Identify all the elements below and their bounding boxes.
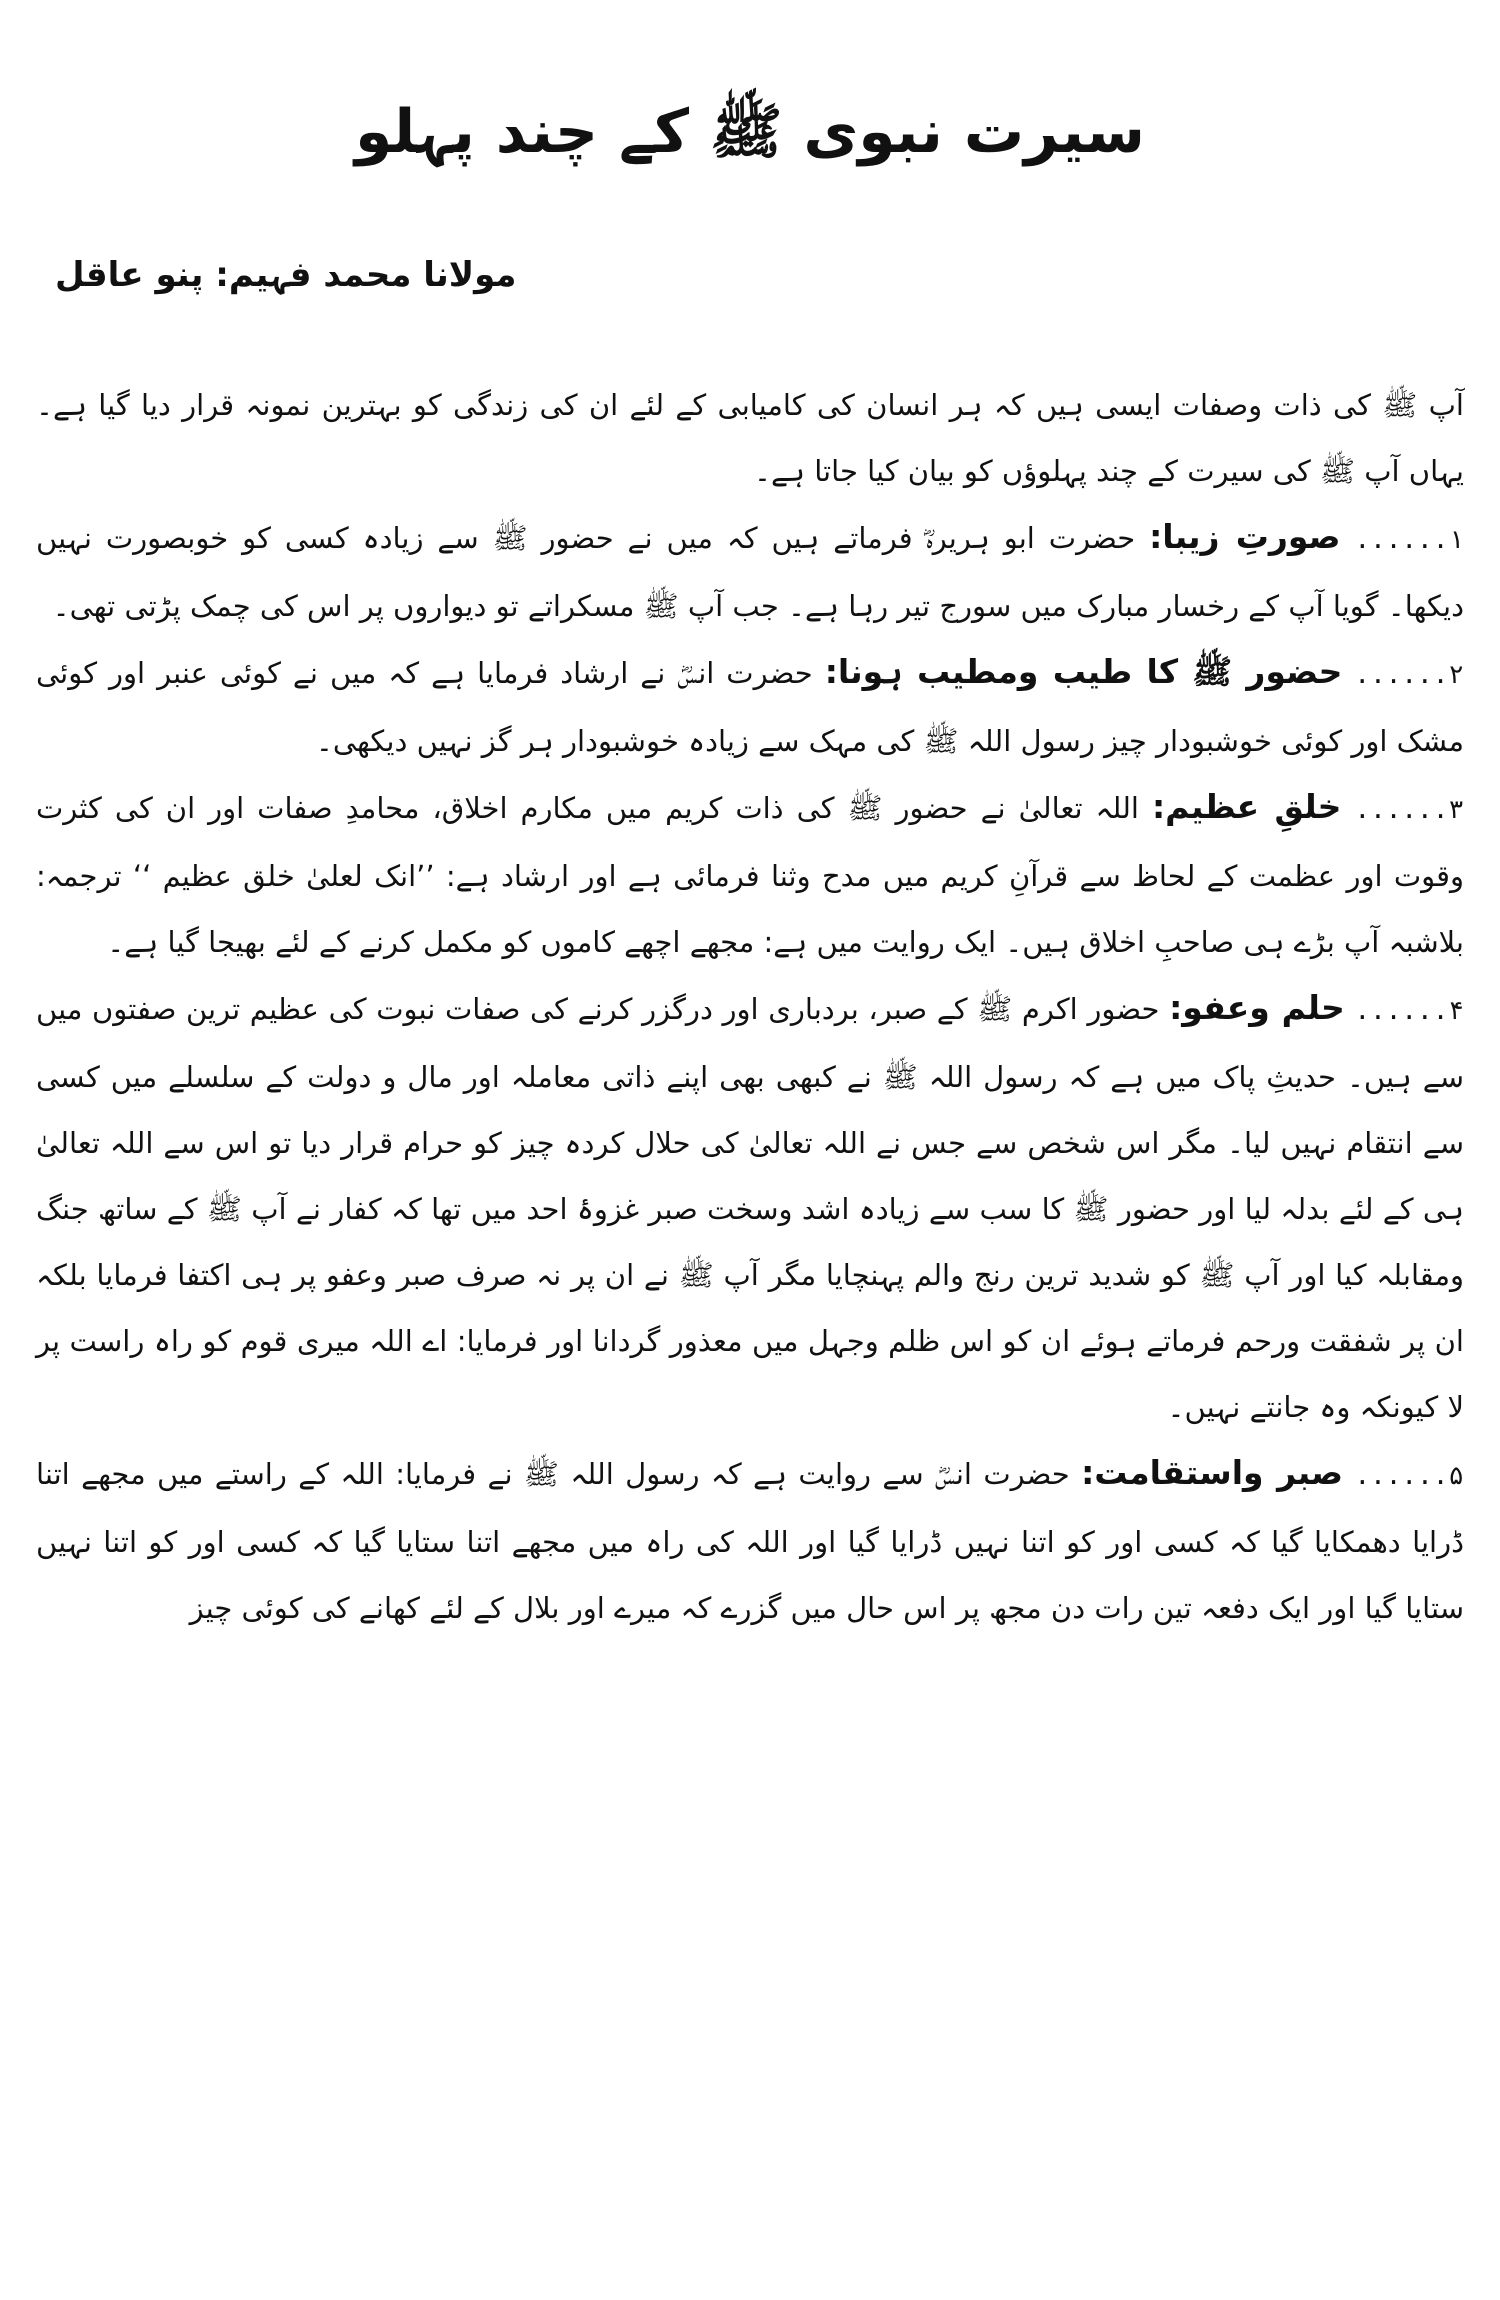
section-paragraph <box>36 975 1464 1440</box>
section-text: حضرت انسؓ نے ارشاد فرمایا ہے کہ میں نے کوئی عنبر اور کوئی مشک اور کوئی خوشبودار چیز رسول اللہ ﷺ کی مہک سے زیادہ خوشبودار ہر گز نہیں دیکھی۔ <box>36 656 1464 758</box>
section-paragraph <box>36 504 1464 639</box>
section-text: حضور اکرم ﷺ کے صبر، بردباری اور درگزر کرنے کی صفات نبوت کی عظیم ترین صفتوں میں سے ہیں۔ حدیثِ پاک میں ہے کہ رسول اللہ ﷺ نے کبھی بھی اپنے ذاتی معاملہ اور مال و دولت کے سلسلے میں کسی سے انتقام نہیں لیا۔ مگر اس شخص سے جس نے اللہ تعالیٰ کی حلال کردہ چیز کو حرام قرار دیا تو اس سے اللہ تعالیٰ ہی کے لئے بدلہ لیا اور حضور ﷺ کا سب سے زیادہ اشد وسخت صبر غزوۂ احد میں تھا کہ کفار نے آپ ﷺ کے ساتھ جنگ ومقابلہ کیا اور آپ ﷺ کو شدید ترین رنج والم پہنچایا مگر آپ ﷺ نے ان پر نہ صرف صبر وعفو پر ہی اکتفا فرمایا بلکہ ان پر شفقت ورحم فرماتے ہوئے ان کو اس ظلم وجہل میں معذور گردانا اور فرمایا: اے اللہ میری قوم کو راہ راست پر لا کیونکہ وہ جانتے نہیں۔ <box>36 992 1464 1424</box>
section-heading: صورتِ زیبا: <box>1149 517 1341 556</box>
section-number: ۴...... <box>1354 996 1465 1026</box>
author-name: مولانا محمد فہیم: پنو عاقل <box>55 255 517 295</box>
article-title: سیرت نبوی ﷺ کے چند پہلو <box>355 97 1145 167</box>
section-number: ۵...... <box>1354 1461 1465 1491</box>
section-paragraph <box>36 639 1464 774</box>
section-text: حضرت انسؓ سے روایت ہے کہ رسول اللہ ﷺ نے فرمایا: اللہ کے راستے میں مجھے اتنا ڈرایا دھمکایا گیا کہ کسی اور کو اتنا نہیں ڈرایا گیا اور اللہ کی راہ میں مجھے اتنا ستایا گیا کہ کسی اور کو اتنا نہیں ستایا گیا اور ایک دفعہ تین رات دن مجھ پر اس حال میں گزرے کہ میرے اور بلال کے لئے کھانے کی کوئی چیز <box>36 1457 1464 1625</box>
author-line <box>55 250 755 300</box>
section-heading: صبر واستقامت: <box>1081 1453 1344 1492</box>
section-text: حضرت ابو ہریرہؓ فرماتے ہیں کہ میں نے حضور ﷺ سے زیادہ کسی کو خوبصورت نہیں دیکھا۔ گویا آپ کے رخسار مبارک میں سورج تیر رہا ہے۔ جب آپ ﷺ مسکراتے تو دیواروں پر اس کی چمک پڑتی تھی۔ <box>36 521 1464 623</box>
section-paragraph <box>36 774 1464 975</box>
section-number: ۱...... <box>1354 525 1465 555</box>
article-body <box>36 372 1464 1641</box>
section-heading: خلقِ عظیم: <box>1151 787 1342 826</box>
section-paragraph <box>36 1440 1464 1641</box>
section-number: ۲...... <box>1354 660 1464 690</box>
section-heading: حضور ﷺ کا طیب ومطیب ہونا: <box>824 652 1343 691</box>
section-heading: حلم وعفو: <box>1169 988 1345 1027</box>
intro-paragraph: آپ ﷺ کی ذات وصفات ایسی ہیں کہ ہر انسان کی کامیابی کے لئے ان کی زندگی کو بہترین نمونہ قرار دیا گیا ہے۔ یہاں آپ ﷺ کی سیرت کے چند پہلوؤں کو بیان کیا جاتا ہے۔ <box>36 388 1464 488</box>
section-text: اللہ تعالیٰ نے حضور ﷺ کی ذات کریم میں مکارم اخلاق، محامدِ صفات اور ان کی کثرت وقوت اور عظمت کے لحاظ سے قرآنِ کریم میں مدح وثنا فرمائی ہے اور ارشاد ہے: ’’انک لعلیٰ خلق عظیم ‘‘ ترجمہ: بلاشبہ آپ بڑے ہی صاحبِ اخلاق ہیں۔ ایک روایت میں ہے: مجھے اچھے کاموں کو مکمل کرنے کے لئے بھیجا گیا ہے۔ <box>36 791 1464 959</box>
section-number: ۳...... <box>1354 795 1465 825</box>
